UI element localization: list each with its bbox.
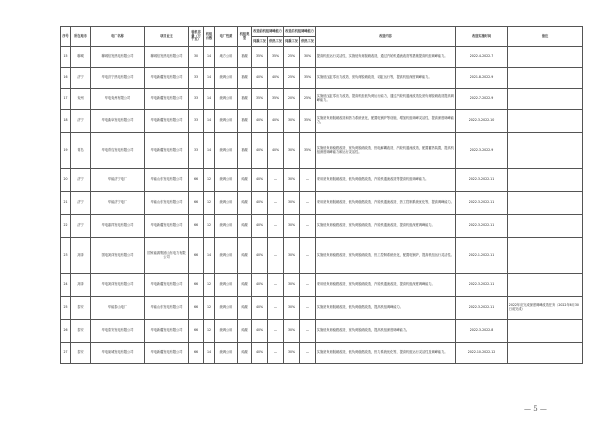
cell-type: 统调公用 <box>215 133 238 169</box>
table-row <box>61 68 583 89</box>
cell-units: 14 <box>204 238 215 274</box>
cell-remark <box>508 47 583 68</box>
cell-before-heat: — <box>268 238 284 274</box>
table-row <box>61 110 583 133</box>
cell-seq: 25 <box>61 297 71 320</box>
cell-owner: 华电新疆发电有限公司 <box>145 89 189 110</box>
table-row <box>61 274 583 297</box>
cell-after-pure: 30% <box>284 169 300 192</box>
cell-owner: 国家能源集团山东电力有限公司 <box>145 238 189 274</box>
cell-unit-type: 纯凝 <box>238 192 252 215</box>
cell-owner: 华能山东发电有限公司 <box>145 192 189 215</box>
cell-remark <box>508 274 583 297</box>
cell-before-pure: 35% <box>252 47 268 68</box>
cell-capacity: 33 <box>189 110 204 133</box>
cell-content: 采用宽负荷脱硝改造、低负荷稳燃改造、汽轮机通流改造、热工控制系统优化等，提高调峰能力。 <box>316 192 456 215</box>
cell-seq: 22 <box>61 215 71 238</box>
header-content: 改造内容 <box>316 27 456 47</box>
cell-unit-type: 纯凝 <box>238 297 252 320</box>
cell-capacity: 66 <box>189 169 204 192</box>
header-before-heat: 供热工况 <box>268 37 284 47</box>
cell-type: 地方公用 <box>215 47 238 68</box>
header-owner: 项目业主 <box>145 27 189 47</box>
cell-content: 实施低负荷稳燃改造、宽负荷脱硝改造、热工控制系统优化，配置电锅炉，提高机组运行灵活性。 <box>316 238 456 274</box>
cell-plant: 华电泰安发电有限公司 <box>91 320 145 343</box>
cell-owner: 华电新疆发电有限公司 <box>145 110 189 133</box>
cell-plant: 华电菏泽发电有限公司 <box>91 274 145 297</box>
header-remark: 备注 <box>508 27 583 47</box>
cell-capacity: 33 <box>189 89 204 110</box>
cell-units: 14 <box>204 110 215 133</box>
cell-after-heat: — <box>300 274 316 297</box>
cell-before-pure: 40% <box>252 215 268 238</box>
cell-owner: 华电新疆发电有限公司 <box>145 274 189 297</box>
cell-after-heat: 35% <box>300 68 316 89</box>
cell-unit-type: 抽凝 <box>238 110 252 133</box>
cell-after-pure: 20% <box>284 89 300 110</box>
cell-unit-type: 纯凝 <box>238 169 252 192</box>
cell-period: 2022.10-2022.12 <box>456 343 508 364</box>
cell-city: 济宁 <box>71 68 91 89</box>
cell-before-heat: — <box>268 274 284 297</box>
cell-content: 实施低负荷稳燃改造、宽负荷脱硝改造、汽轮机通流改造，提高机组深度调峰能力。 <box>316 215 456 238</box>
cell-period: 2022.1-2022.11 <box>456 238 508 274</box>
cell-content: 采用宽负荷脱硝改造，低负荷稳燃改造，汽轮机通流改造等提高机组调峰能力。 <box>316 169 456 192</box>
cell-city: 济宁 <box>71 169 91 192</box>
cell-after-heat: — <box>300 297 316 320</box>
cell-units: 12 <box>204 192 215 215</box>
cell-remark: 2022年应完成深度调峰改造任务（2022年6月30日前完成） <box>508 297 583 320</box>
header-after-heat: 供热工况 <box>300 37 316 47</box>
cell-remark <box>508 215 583 238</box>
cell-after-pure: 30% <box>284 110 300 133</box>
table-row <box>61 89 583 110</box>
table-row <box>61 297 583 320</box>
cell-before-heat: 40% <box>268 68 284 89</box>
header-type: 电厂性质 <box>215 27 238 47</box>
cell-before-pure: 40% <box>252 68 268 89</box>
cell-city: 济宁 <box>71 192 91 215</box>
cell-capacity: 66 <box>189 297 204 320</box>
cell-period: 2022.4-2022.7 <box>456 47 508 68</box>
table-body <box>61 47 583 364</box>
cell-owner: 华电新疆发电有限公司 <box>145 215 189 238</box>
cell-type: 统调公用 <box>215 110 238 133</box>
cell-capacity: 66 <box>189 274 204 297</box>
cell-content: 实施低负荷稳燃改造、宽负荷脱硝改造、热电解耦改造、汽轮机通流改造，配置蓄热装置，提高机组深度调峰能力和运行灵活性。 <box>316 133 456 169</box>
cell-remark <box>508 89 583 110</box>
cell-seq: 15 <box>61 47 71 68</box>
cell-city: 济宁 <box>71 110 91 133</box>
cell-period: 2021.8-2022.9 <box>456 68 508 89</box>
header-depth-before: 改造前机组调峰能力 <box>252 27 284 37</box>
cell-after-heat: 25% <box>300 89 316 110</box>
cell-before-heat: — <box>268 343 284 364</box>
cell-after-heat: — <box>300 320 316 343</box>
cell-after-heat: — <box>300 343 316 364</box>
cell-after-pure: 30% <box>284 297 300 320</box>
cell-before-heat: 40% <box>268 133 284 169</box>
cell-after-pure: 30% <box>284 343 300 364</box>
cell-seq: 21 <box>61 192 71 215</box>
cell-units: 12 <box>204 320 215 343</box>
cell-owner: 华电新疆发电有限公司 <box>145 68 189 89</box>
cell-capacity: 66 <box>189 343 204 364</box>
cell-owner: 华电新疆发电有限公司 <box>145 320 189 343</box>
header-units: 机组台数 <box>204 27 215 47</box>
cell-city: 济宁 <box>71 215 91 238</box>
cell-before-heat: — <box>268 297 284 320</box>
cell-unit-type: 抽凝 <box>238 68 252 89</box>
cell-units: 12 <box>204 297 215 320</box>
cell-before-pure: 40% <box>252 133 268 169</box>
cell-after-heat: — <box>300 169 316 192</box>
cell-units: 14 <box>204 133 215 169</box>
cell-plant: 华电青岛发电有限公司 <box>91 133 145 169</box>
cell-city: 菏泽 <box>71 238 91 274</box>
cell-after-pure: 30% <box>284 274 300 297</box>
cell-units: 12 <box>204 215 215 238</box>
cell-units: 14 <box>204 68 215 89</box>
cell-remark <box>508 133 583 169</box>
cell-seq: 24 <box>61 274 71 297</box>
cell-remark <box>508 238 583 274</box>
header-seq: 序号 <box>61 27 71 47</box>
cell-before-pure: 40% <box>252 343 268 364</box>
cell-plant: 华能济宁电厂 <box>91 192 145 215</box>
cell-capacity: 66 <box>189 320 204 343</box>
cell-capacity: 33 <box>189 68 204 89</box>
cell-type: 统调公用 <box>215 238 238 274</box>
cell-after-pure: 30% <box>284 192 300 215</box>
cell-units: 14 <box>204 89 215 110</box>
table-row <box>61 133 583 169</box>
cell-before-pure: 40% <box>252 192 268 215</box>
cell-seq: 16 <box>61 68 71 89</box>
cell-after-pure: 30% <box>284 215 300 238</box>
cell-seq: 26 <box>61 320 71 343</box>
cell-after-heat: — <box>300 238 316 274</box>
cell-period: 2022.3-2022.11 <box>456 192 508 215</box>
cell-owner: 华能山东发电有限公司 <box>145 169 189 192</box>
cell-city: 泰安 <box>71 343 91 364</box>
table-row <box>61 343 583 364</box>
cell-before-heat: 35% <box>268 89 284 110</box>
cell-period: 2022.3-2022.10 <box>456 110 508 133</box>
cell-before-heat: — <box>268 215 284 238</box>
cell-type: 统调公用 <box>215 68 238 89</box>
cell-content: 提高机组运行灵活性，实施低负荷脱硝改造，通过汽轮机通流改造等措施提高机组调峰能力。 <box>316 47 456 68</box>
cell-before-pure: 40% <box>252 274 268 297</box>
table-row <box>61 215 583 238</box>
cell-seq: 19 <box>61 133 71 169</box>
cell-plant: 聊城信发热电有限公司 <box>91 47 145 68</box>
cell-before-heat: — <box>268 169 284 192</box>
cell-content: 实施宽负荷脱硝改造，低负荷稳燃改造，热力系统优化等，提高机组运行灵活性及调峰能力。 <box>316 343 456 364</box>
header-period: 改造实施时间 <box>456 27 508 47</box>
cell-plant: 华电莱城发电有限公司 <box>91 343 145 364</box>
cell-type: 统调公用 <box>215 320 238 343</box>
table-row <box>61 192 583 215</box>
table-row <box>61 238 583 274</box>
cell-after-pure: 25% <box>284 68 300 89</box>
table-container <box>60 26 582 364</box>
cell-unit-type: 纯凝 <box>238 274 252 297</box>
cell-before-pure: 35% <box>252 89 268 110</box>
header-after-pure: 纯凝工况 <box>284 37 300 47</box>
cell-after-heat: — <box>300 215 316 238</box>
cell-unit-type: 纯凝 <box>238 320 252 343</box>
cell-city: 泰安 <box>71 297 91 320</box>
cell-capacity: 66 <box>189 215 204 238</box>
header-capacity: 装机容量（万千瓦） <box>189 27 204 47</box>
cell-before-heat: — <box>268 320 284 343</box>
cell-units: 14 <box>204 343 215 364</box>
cell-unit-type: 纯凝 <box>238 215 252 238</box>
cell-content: 采用低负荷稳燃改造、宽负荷脱硝改造、汽轮机通流改造，提高机组深度调峰能力。 <box>316 274 456 297</box>
cell-unit-type: 抽凝 <box>238 47 252 68</box>
cell-units: 12 <box>204 274 215 297</box>
cell-unit-type: 纯凝 <box>238 343 252 364</box>
cell-period: 2022.3-2022.11 <box>456 215 508 238</box>
cell-units: 14 <box>204 47 215 68</box>
cell-type: 统调公用 <box>215 297 238 320</box>
cell-plant: 华电兖州有限公司 <box>91 89 145 110</box>
cell-content: 实施宽负荷脱硝改造，低负荷稳燃改造，提高机组调峰能力。 <box>316 297 456 320</box>
cell-after-heat: — <box>300 192 316 215</box>
cell-before-pure: 40% <box>252 238 268 274</box>
cell-period: 2022.3-2022.11 <box>456 274 508 297</box>
cell-type: 统调公用 <box>215 343 238 364</box>
cell-owner: 华能山东发电有限公司 <box>145 297 189 320</box>
cell-before-heat: 40% <box>268 110 284 133</box>
cell-remark <box>508 343 583 364</box>
cell-plant: 华电嘉祥发电有限公司 <box>91 215 145 238</box>
cell-remark <box>508 320 583 343</box>
header-before-pure: 纯凝工况 <box>252 37 268 47</box>
table-row <box>61 47 583 68</box>
cell-type: 统调公用 <box>215 169 238 192</box>
cell-remark <box>508 192 583 215</box>
cell-plant: 华电济宁热电有限公司 <box>91 68 145 89</box>
cell-before-pure: 40% <box>252 297 268 320</box>
cell-seq: 17 <box>61 89 71 110</box>
cell-owner: 聊城信发热电有限公司 <box>145 47 189 68</box>
cell-capacity: 30 <box>189 47 204 68</box>
cell-capacity: 66 <box>189 238 204 274</box>
cell-before-pure: 40% <box>252 110 268 133</box>
cell-seq: 23 <box>61 238 71 274</box>
cell-city: 菏泽 <box>71 274 91 297</box>
cell-owner: 华电新疆发电有限公司 <box>145 133 189 169</box>
table-row <box>61 169 583 192</box>
page-number: — 5 — <box>524 405 547 413</box>
header-plant: 电厂名称 <box>91 27 145 47</box>
cell-unit-type: 抽凝 <box>238 133 252 169</box>
cell-units: 12 <box>204 169 215 192</box>
cell-period: 2022.7-2022.9 <box>456 89 508 110</box>
cell-content: 实施低负荷稳燃改造、宽负荷脱硝改造，提高机组深度调峰能力。 <box>316 320 456 343</box>
retrofit-table <box>60 26 583 364</box>
cell-after-heat: 35% <box>300 133 316 169</box>
cell-plant: 华能济宁电厂 <box>91 169 145 192</box>
cell-plant: 华电曲阜发电有限公司 <box>91 110 145 133</box>
cell-remark <box>508 110 583 133</box>
header-depth-after: 改造后机组调峰能力 <box>284 27 316 37</box>
cell-content: 实施低压缸零出力改造，提高机组低负荷运行能力，通过汽轮机通流改造及宽负荷脱硝改造提高调峰能力。 <box>316 89 456 110</box>
cell-city: 青岛 <box>71 133 91 169</box>
cell-type: 统调公用 <box>215 274 238 297</box>
cell-type: 统调公用 <box>215 89 238 110</box>
cell-unit-type: 抽凝 <box>238 89 252 110</box>
cell-after-pure: 30% <box>284 320 300 343</box>
cell-owner: 华电新疆发电有限公司 <box>145 343 189 364</box>
cell-plant: 华能泰山电厂 <box>91 297 145 320</box>
cell-after-pure: 30% <box>284 133 300 169</box>
table-row <box>61 320 583 343</box>
cell-after-heat: 30% <box>300 47 316 68</box>
cell-period: 2022.3-2022.9 <box>456 133 508 169</box>
cell-before-pure: 40% <box>252 320 268 343</box>
cell-before-pure: 40% <box>252 169 268 192</box>
cell-capacity: 66 <box>189 192 204 215</box>
cell-period: 2022.3-2022.8 <box>456 320 508 343</box>
cell-city: 兖州 <box>71 89 91 110</box>
cell-city: 聊城 <box>71 47 91 68</box>
cell-period: 2022.3-2022.11 <box>456 297 508 320</box>
cell-after-pure: 30% <box>284 238 300 274</box>
cell-after-pure: 25% <box>284 47 300 68</box>
cell-city: 泰安 <box>71 320 91 343</box>
cell-content: 实施宽负荷脱硝改造和热力系统优化，配置电锅炉等设施，增加机组调峰灵活性，提高深度调峰能力。 <box>316 110 456 133</box>
cell-type: 统调公用 <box>215 215 238 238</box>
cell-after-heat: 35% <box>300 110 316 133</box>
cell-seq: 18 <box>61 110 71 133</box>
cell-unit-type: 纯凝 <box>238 238 252 274</box>
header-unit-type: 机组类型 <box>238 27 252 47</box>
header-city: 所在地市 <box>71 27 91 47</box>
cell-seq: 27 <box>61 343 71 364</box>
cell-type: 统调公用 <box>215 192 238 215</box>
cell-period: 2022.3-2022.11 <box>456 169 508 192</box>
cell-seq: 20 <box>61 169 71 192</box>
cell-remark <box>508 169 583 192</box>
cell-capacity: 33 <box>189 133 204 169</box>
cell-content: 实施低压缸零出力改造、宽负荷脱硝改造、切缸运行等，提高机组深度调峰能力。 <box>316 68 456 89</box>
cell-remark <box>508 68 583 89</box>
cell-plant: 国电菏泽发电有限公司 <box>91 238 145 274</box>
cell-before-heat: — <box>268 192 284 215</box>
cell-before-heat: 35% <box>268 47 284 68</box>
